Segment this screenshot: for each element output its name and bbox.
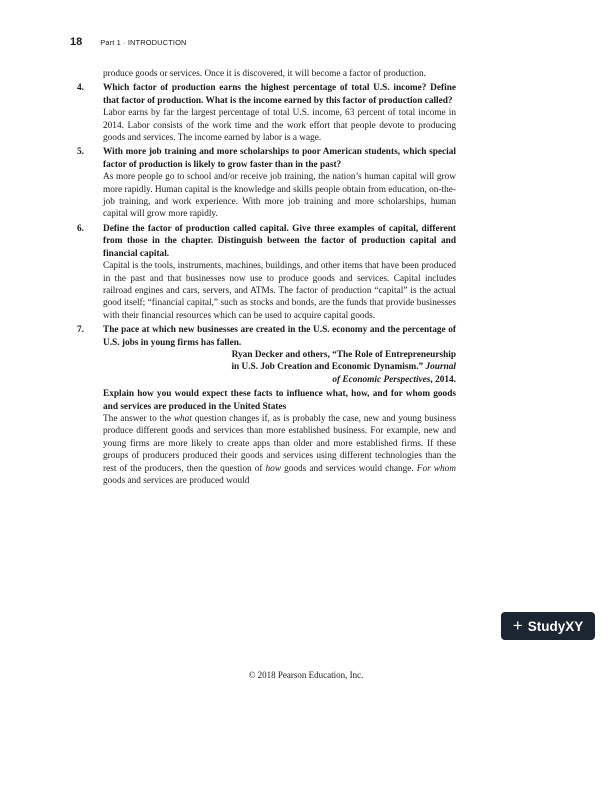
citation-year: , 2014. bbox=[430, 374, 456, 385]
answer-6: Capital is the tools, instruments, machines, buildings, and other items that have been produced in the past and that businesses now use to produce goods and services. Capital includes railroad engines and cars, servers, and ATMs. The factor of production “capital” is the actual good itself; “financial capital,” such as stocks and bonds, are the funds that provide businesses with their financial resources which can be used to acquire capital goods. bbox=[103, 261, 456, 321]
answer-7-text: goods and services would change. bbox=[281, 463, 417, 474]
answer-7-what: what bbox=[173, 413, 192, 424]
question-7-prompt: Explain how you would expect these facts to influence what, how, and for whom goods and services are produced in the United States bbox=[103, 389, 456, 412]
question-5-text: With more job training and more scholarships to poor American students, which special factor of production is likely to grow faster than in the past? bbox=[103, 147, 456, 170]
answer-7-text: question changes if, as is probably the case, new and young business produce different goods and services than more established business. For example, new and young firms are more likely to create apps than older and more established firms. If these groups of producers produced their goods and services using different technologies than the rest of the producers, then the question of bbox=[103, 413, 456, 474]
question-6 bbox=[77, 223, 456, 260]
page-number: 18 bbox=[70, 36, 83, 48]
answer-5: As more people go to school and/or receive job training, the nation’s human capital will grow more rapidly. Human capital is the knowledge and skills people obtain from education, on-the-job training, and work experience. With more job training and more scholarships, human capital will grow more rapidly. bbox=[103, 172, 456, 220]
section-title: Part 1 · INTRODUCTION bbox=[100, 38, 187, 47]
citation-line-3 bbox=[84, 374, 456, 386]
copyright-footer: © 2018 Pearson Education, Inc. bbox=[248, 670, 364, 680]
answer-4: Labor earns by far the largest percentage of total U.S. income, 63 percent of total income in 2014. Labor consists of the work time and the work effort that people devote to producing goods and services. The income earned by labor is a wage. bbox=[103, 108, 456, 144]
question-5-number: 5. bbox=[77, 147, 84, 158]
question-5 bbox=[77, 146, 456, 171]
answer-7-text: goods and services are produced would bbox=[103, 476, 250, 486]
question-4 bbox=[77, 82, 456, 107]
page-body bbox=[77, 68, 456, 487]
studyxy-badge[interactable] bbox=[501, 612, 595, 640]
journal-name-part-2: of Economic Perspectives bbox=[332, 374, 431, 385]
page-header bbox=[70, 36, 187, 48]
question-4-number: 4. bbox=[77, 83, 84, 94]
answer-7-for-whom: For whom bbox=[416, 463, 456, 474]
plus-icon: + bbox=[512, 616, 523, 635]
question-4-text: Which factor of production earns the highest percentage of total U.S. income? Define that factor of production. What is the income earned by this factor of production called? bbox=[103, 83, 456, 106]
answer-7-how: how bbox=[265, 463, 282, 474]
question-7 bbox=[77, 324, 456, 349]
badge-study-text: Study bbox=[527, 618, 566, 634]
citation-line-1: Ryan Decker and others, “The Role of Entrepreneurship bbox=[231, 349, 456, 360]
answer-7 bbox=[84, 413, 456, 487]
question-7-text: The pace at which new businesses are created in the U.S. economy and the percentage of U.S. jobs in young firms has fallen. bbox=[103, 325, 456, 348]
citation-line-2 bbox=[84, 361, 456, 373]
citation-title-end: in U.S. Job Creation and Economic Dynamism.” bbox=[231, 362, 426, 373]
question-6-number: 6. bbox=[77, 223, 84, 234]
question-6-text: Define the factor of production called capital. Give three examples of capital, different from those in the chapter. Distinguish between the factor of production capital and financial capital. bbox=[103, 223, 456, 259]
badge-xy-text: XY bbox=[565, 618, 584, 634]
answer-7-text: The answer to the bbox=[103, 413, 174, 424]
journal-name-part-1: Journal bbox=[425, 362, 456, 373]
paragraph-continuation: produce goods or services. Once it is discovered, it will become a factor of production. bbox=[103, 69, 426, 79]
question-7-number: 7. bbox=[77, 325, 84, 336]
